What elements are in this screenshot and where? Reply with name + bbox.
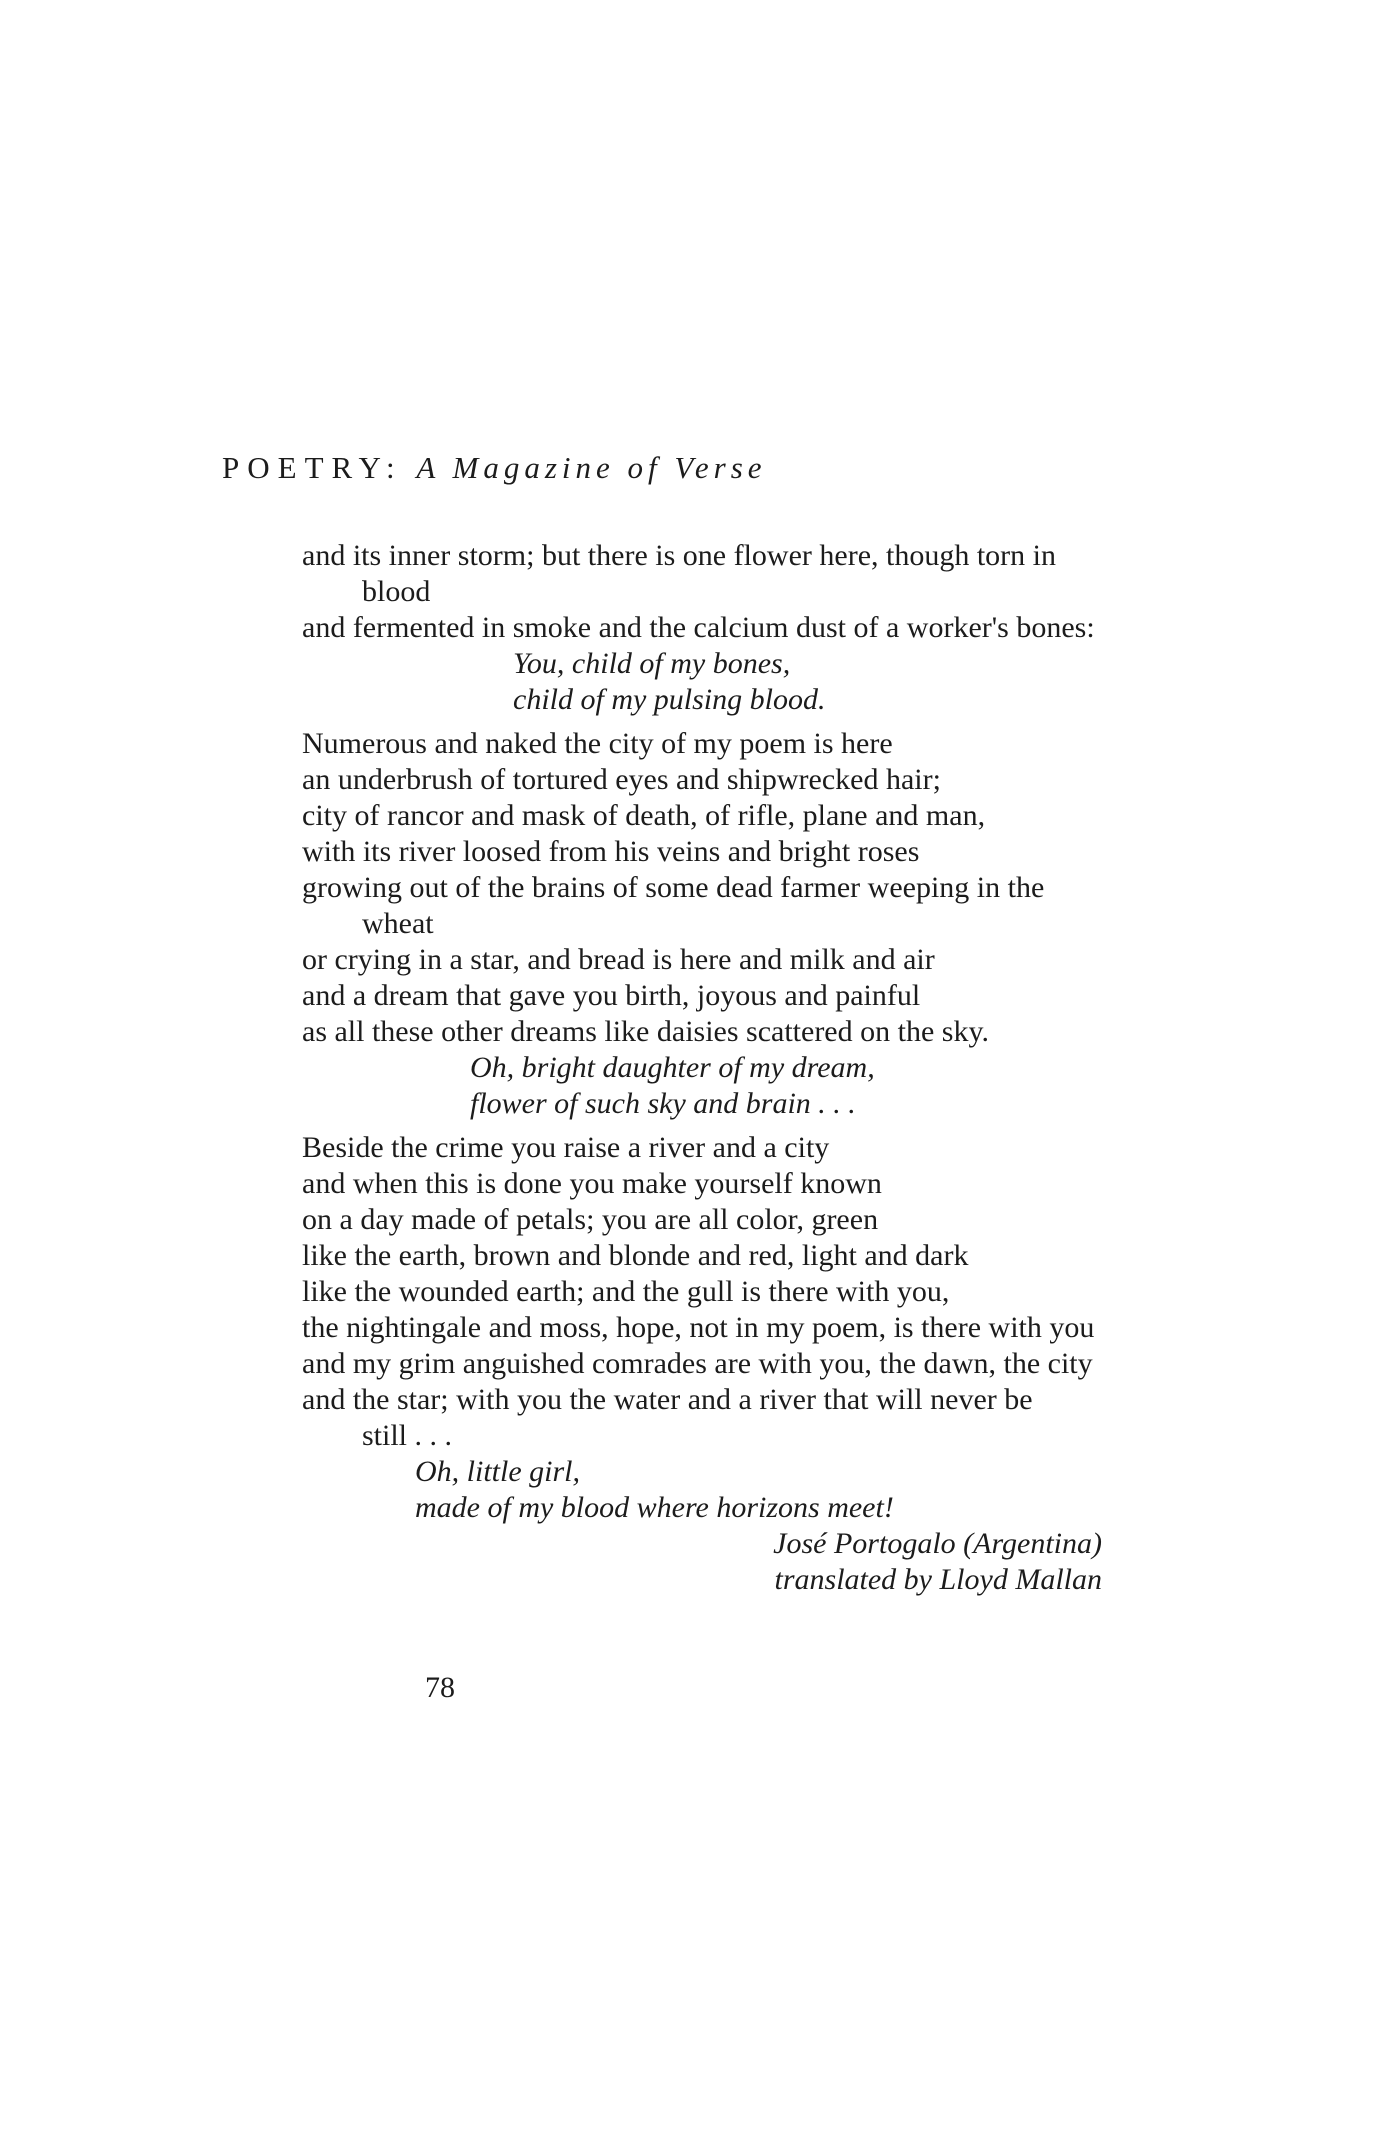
refrain-line: Oh, bright daughter of my dream, bbox=[470, 1051, 875, 1084]
poem-line: with its river loosed from his veins and bright roses bbox=[302, 835, 920, 868]
poem-line: city of rancor and mask of death, of rifle, plane and man, bbox=[302, 799, 986, 832]
refrain-line: You, child of my bones, bbox=[513, 647, 791, 680]
poem-line: and when this is done you make yourself known bbox=[302, 1167, 882, 1200]
journal-title: POETRY: bbox=[222, 450, 403, 485]
running-header bbox=[222, 448, 767, 488]
poem-line: like the wounded earth; and the gull is there with you, bbox=[302, 1275, 950, 1308]
stanza-3 bbox=[302, 1130, 1102, 1454]
poem-body bbox=[302, 538, 1102, 1598]
refrain-line: Oh, little girl, bbox=[415, 1455, 580, 1488]
poem-line: like the earth, brown and blonde and red, light and dark bbox=[302, 1239, 969, 1272]
poem-line: and my grim anguished comrades are with you, the dawn, the city bbox=[302, 1347, 1093, 1380]
stanza-2 bbox=[302, 726, 1102, 1050]
poem-line: Numerous and naked the city of my poem is here bbox=[302, 727, 893, 760]
refrain-line: flower of such sky and brain . . . bbox=[470, 1087, 856, 1120]
poem-line: as all these other dreams like daisies scattered on the sky. bbox=[302, 1015, 989, 1048]
poem-line-continuation: still . . . bbox=[362, 1419, 453, 1452]
poem-line: and fermented in smoke and the calcium dust of a worker's bones: bbox=[302, 611, 1095, 644]
journal-subtitle: A Magazine of Verse bbox=[416, 450, 767, 485]
poem-line: and a dream that gave you birth, joyous and painful bbox=[302, 979, 921, 1012]
refrain-line: child of my pulsing blood. bbox=[513, 683, 826, 716]
poem-line: and its inner storm; but there is one flower here, though torn in bbox=[302, 539, 1056, 572]
refrain-2 bbox=[302, 1050, 1102, 1122]
poem-line-continuation: wheat bbox=[362, 907, 434, 940]
page-number: 78 bbox=[425, 1671, 455, 1704]
refrain-3 bbox=[302, 1454, 1102, 1526]
refrain-1 bbox=[302, 646, 1102, 718]
poem-line: an underbrush of tortured eyes and shipwrecked hair; bbox=[302, 763, 941, 796]
refrain-line: made of my blood where horizons meet! bbox=[415, 1491, 894, 1524]
poem-line: growing out of the brains of some dead farmer weeping in the bbox=[302, 871, 1045, 904]
poem-line: Beside the crime you raise a river and a city bbox=[302, 1131, 830, 1164]
poem-line: or crying in a star, and bread is here and milk and air bbox=[302, 943, 935, 976]
attribution bbox=[302, 1526, 1102, 1598]
poem-line: on a day made of petals; you are all color, green bbox=[302, 1203, 879, 1236]
poem-line: and the star; with you the water and a river that will never be bbox=[302, 1383, 1033, 1416]
poem-line-continuation: blood bbox=[362, 575, 431, 608]
translator-credit: translated by Lloyd Mallan bbox=[774, 1563, 1102, 1596]
poem-line: the nightingale and moss, hope, not in my poem, is there with you bbox=[302, 1311, 1095, 1344]
stanza-1 bbox=[302, 538, 1102, 646]
author-credit: José Portogalo (Argentina) bbox=[773, 1527, 1102, 1560]
